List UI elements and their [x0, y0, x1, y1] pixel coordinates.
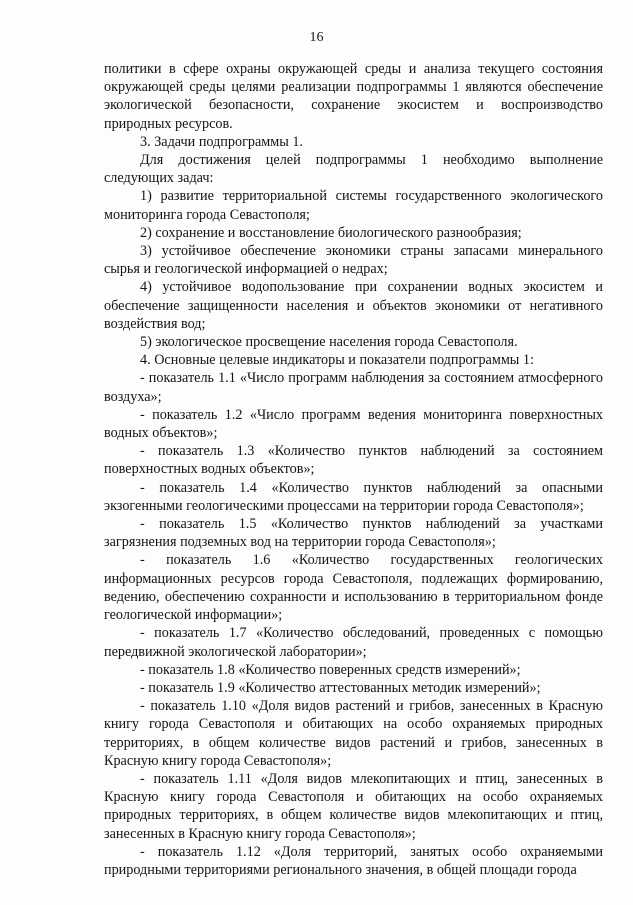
section-heading-indicators: 4. Основные целевые индикаторы и показатели подпрограммы 1:: [140, 352, 534, 369]
task-item-3: 3) устойчивое обеспечение экономики страны запасами минерального сырья и геологической информацией о недрах;: [104, 243, 603, 278]
paragraph-continuation: политики в сфере охраны окружающей среды и анализа текущего состояния окружающей среды целями реализации подпрограммы 1 являются обеспечение экологической безопасности, сохранение экосистем и воспроизводство природных ресурсов.: [104, 61, 603, 132]
indicator-1-8: - показатель 1.8 «Количество поверенных средств измерений»;: [140, 661, 521, 678]
indicator-1-11: - показатель 1.11 «Доля видов млекопитающих и птиц, занесенных в Красную книгу города Севастополя и обитающих на особо охраняемых природных территориях, в общем количестве видов млекопитающих и птиц, занесенных в Красную книгу города Севастополя»;: [104, 770, 603, 842]
indicator-1-1: - показатель 1.1 «Число программ наблюдения за состоянием атмосферного воздуха»;: [104, 370, 603, 405]
indicator-1-12: - показатель 1.12 «Доля территорий, занятых особо охраняемыми природными территориями регионального значения, в общей площади города: [104, 843, 603, 878]
indicator-1-6: - показатель 1.6 «Количество государственных геологических информационных ресурсов города Севастополя, подлежащих формированию, ведению, обеспечению сохранности и использованию в территориальном фонде геологической информации»;: [104, 552, 603, 624]
indicator-1-2: - показатель 1.2 «Число программ ведения мониторинга поверхностных водных объектов»;: [104, 406, 603, 442]
indicator-1-4: - показатель 1.4 «Количество пунктов наблюдений за опасными экзогенными геологическими процессами на территории города Севастополя»;: [104, 479, 603, 514]
section-heading-tasks: 3. Задачи подпрограммы 1.: [140, 133, 303, 150]
task-item-5: 5) экологическое просвещение населения города Севастополя.: [140, 334, 518, 351]
document-body: [104, 60, 603, 879]
indicator-1-7: - показатель 1.7 «Количество обследований, проведенных с помощью передвижной экологической лаборатории»;: [104, 625, 603, 660]
indicator-1-5: - показатель 1.5 «Количество пунктов наблюдений за участками загрязнения подземных вод на территории города Севастополя»;: [104, 516, 603, 551]
task-item-2: 2) сохранение и восстановление биологического разнообразия;: [140, 224, 522, 241]
task-item-1: 1) развитие территориальной системы государственного экологического мониторинга города Севастополя;: [104, 188, 603, 223]
page-number: 16: [309, 30, 324, 45]
paragraph-tasks-intro: Для достижения целей подпрограммы 1 необходимо выполнение следующих задач:: [104, 152, 603, 187]
indicator-1-9: - показатель 1.9 «Количество аттестованных методик измерений»;: [140, 679, 541, 696]
indicator-1-3: - показатель 1.3 «Количество пунктов наблюдений за состоянием поверхностных водных объектов»;: [104, 443, 603, 478]
task-item-4: 4) устойчивое водопользование при сохранении водных экосистем и обеспечение защищенности населения и объектов экономики от негативного воздействия вод;: [104, 279, 603, 332]
indicator-1-10: - показатель 1.10 «Доля видов растений и грибов, занесенных в Красную книгу города Севастополя и обитающих на особо охраняемых природных территориях, в общем количестве видов растений и грибов, занесенных в Красную книгу города Севастополя»;: [104, 698, 603, 769]
